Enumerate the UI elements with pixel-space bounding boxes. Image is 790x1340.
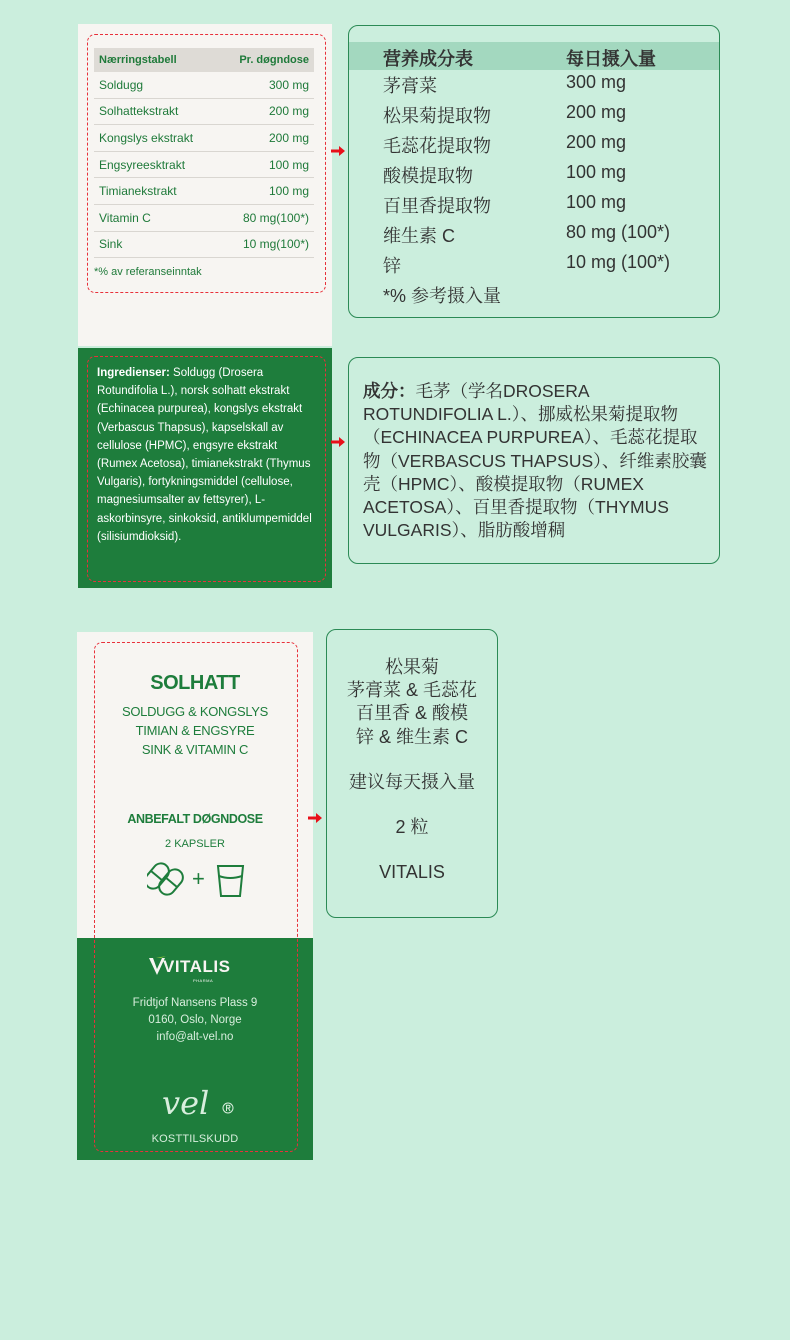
product-category: KOSTTILSKUDD — [151, 1133, 239, 1145]
text-line: 锌 & 维生素 C — [355, 726, 468, 747]
arrow-right-icon — [331, 146, 345, 156]
vel-logo — [160, 1084, 240, 1124]
nutrient-amount: 80 mg (100*) — [566, 222, 671, 242]
front-label-translation-box — [326, 629, 498, 918]
nutrition-table — [94, 48, 314, 278]
nutrient-amount: 200 mg — [566, 102, 627, 122]
table-row — [94, 152, 314, 179]
table-row — [94, 72, 314, 99]
table-row — [349, 192, 719, 222]
nutrient-name: Engsyreesktrakt — [99, 157, 186, 172]
table-row — [94, 205, 314, 232]
front-translation-text — [327, 656, 497, 884]
table-row — [94, 99, 314, 126]
nutrient-name: 酸模提取物 — [383, 166, 473, 186]
table-row — [349, 222, 719, 252]
table-row — [94, 125, 314, 152]
address-line: 0160, Oslo, Norge — [148, 1014, 242, 1026]
text-line: 百里香 & 酸模 — [355, 703, 468, 724]
header-nutrient: 营养成分表 — [383, 49, 473, 69]
ingredients-translation-box — [348, 357, 720, 564]
nutrient-name: Kongslys ekstrakt — [99, 130, 194, 145]
dose-title: ANBEFALT DØGNDOSE — [127, 812, 263, 826]
nutrient-name: 毛蕊花提取物 — [383, 136, 491, 156]
nutrient-amount: 100 mg — [268, 184, 309, 199]
nutrient-amount: 10 mg(100*) — [242, 237, 309, 252]
vitalis-logo — [145, 955, 245, 985]
dose-value: 2 粒 — [395, 817, 429, 838]
dose-pictogram — [147, 858, 247, 902]
arrow-right-icon — [331, 437, 345, 447]
nutrient-name: 锌 — [383, 256, 401, 276]
address-line: Fridtjof Nansens Plass 9 — [132, 997, 258, 1009]
company-address — [77, 995, 313, 1046]
table-row — [349, 162, 719, 192]
nutrient-amount: 100 mg — [268, 157, 309, 172]
dose-value: 2 KAPSLER — [165, 838, 225, 850]
nutrient-name: Solhattekstrakt — [99, 104, 179, 119]
subtitle-line: SINK & VITAMIN C — [141, 742, 249, 757]
nutrient-name: Soldugg — [99, 77, 144, 92]
footnote: *% av referanseinntak — [94, 266, 202, 279]
dose-title: 建议每天摄入量 — [349, 771, 475, 792]
header-nutrient: Nærringstabell — [99, 54, 177, 66]
nutrient-amount: 200 mg — [268, 104, 309, 119]
logo-subtext: PHARMA — [193, 978, 214, 983]
ingredients-body: Soldugg (Drosera Rotundifolia L.), norsk solhatt ekstrakt (Echinacea purpurea), kongslys ekstrakt (Verbascus Thapsus), kapselskall av cellulose (HPMC), engsyre ekstrakt (Rumex Acetosa), timianekstrakt (Thymus Vulgaris), fortykningsmiddel (cellulose, magnesiumsalter av fettsyrer), L-askorbinsyre, sinkoksid, antiklumpemiddel (silisiumdioksid). — [97, 367, 312, 543]
table-row — [349, 72, 719, 102]
table-row — [349, 132, 719, 162]
address-line: info@alt-vel.no — [156, 1031, 234, 1043]
nutrient-amount: 10 mg (100*) — [566, 252, 671, 272]
nutrient-name: 百里香提取物 — [383, 196, 491, 216]
nutrition-table-header — [94, 48, 314, 72]
nutrient-amount: 80 mg(100*) — [242, 210, 309, 225]
product-name: SOLHATT — [150, 672, 240, 694]
table-row — [94, 232, 314, 259]
nutrient-amount: 200 mg — [268, 130, 309, 145]
table-row — [94, 178, 314, 205]
text-line: 松果菊 — [385, 657, 439, 677]
nutrition-translation-box — [348, 25, 720, 318]
header-daily-dose: Pr. døgndose — [239, 54, 309, 66]
translation-table-header — [349, 42, 719, 70]
nutrient-name: Timianekstrakt — [99, 184, 177, 199]
nutrient-amount: 200 mg — [566, 132, 627, 152]
table-row — [349, 102, 719, 132]
nutrient-amount: 100 mg — [566, 162, 627, 182]
product-subtitle — [77, 702, 313, 759]
vel-logo-text: vel — [162, 1084, 210, 1122]
ingredients-translation-text — [363, 380, 709, 542]
text-line: 茅膏菜 & 毛蕊花 — [346, 680, 477, 701]
nutrient-amount: 100 mg — [566, 192, 627, 212]
nutrient-amount: 300 mg — [566, 72, 627, 92]
subtitle-line: TIMIAN & ENGSYRE — [135, 723, 255, 738]
registered-icon — [222, 1102, 234, 1114]
nutrient-amount: 300 mg — [268, 77, 309, 92]
plus-sign: + — [192, 866, 205, 891]
brand-name: VITALIS — [379, 862, 445, 883]
logo-text: VITALIS — [163, 957, 231, 976]
ingredients-text — [97, 364, 319, 546]
nutrient-name: 维生素 C — [383, 226, 455, 246]
header-daily-dose: 每日摄入量 — [566, 49, 656, 69]
ingredients-body: 毛茅（学名DROSERA ROTUNDIFOLIA L.）、挪威松果菊提取物（ECHINACEA PURPUREA）、毛蕊花提取物（VERBASCUS THAPSUS）、纤维素胶囊壳（HPMC）、酸模提取物（RUMEX ACETOSA）、百里香提取物（THYMUS VULGARIS）、脂肪酸增稠 — [363, 381, 707, 541]
table-row — [349, 252, 719, 282]
arrow-right-icon — [308, 813, 322, 823]
ingredients-title: 成分： — [363, 381, 416, 401]
footnote: *% 参考摄入量 — [383, 286, 502, 306]
subtitle-line: SOLDUGG & KONGSLYS — [121, 704, 269, 719]
ingredients-title: Ingredienser: — [97, 367, 170, 379]
nutrient-name: Sink — [99, 237, 123, 252]
nutrient-name: 茅膏菜 — [383, 76, 437, 96]
nutrient-name: Vitamin C — [99, 210, 151, 225]
nutrient-name: 松果菊提取物 — [383, 106, 491, 126]
